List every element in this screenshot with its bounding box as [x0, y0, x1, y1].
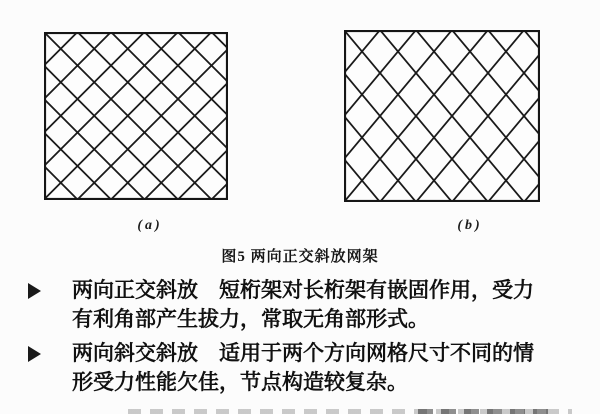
- bullet-line: 形受力性能欠佳，节点构造较复杂。: [72, 370, 408, 394]
- cutoff-text-fragment-dark: [418, 409, 556, 414]
- bullet-item: [26, 276, 592, 334]
- panel-b-label: (b): [457, 218, 483, 233]
- bullet-line: 两向正交斜放 短桁架对长桁架有嵌固作用，受力: [72, 278, 534, 302]
- arrowhead-right-icon: [28, 346, 41, 362]
- figure-caption: 图5 两向正交斜放网架: [221, 249, 379, 265]
- figure-panel-b: [344, 30, 540, 202]
- panel-a-label: (a): [137, 218, 163, 233]
- arrowhead-right-icon: [28, 283, 41, 299]
- orthogonal-lattice-drawing: [44, 32, 228, 200]
- oblique-lattice-drawing: [344, 30, 540, 202]
- bullet-line: 有利角部产生拔力，常取无角部形式。: [72, 307, 429, 331]
- bullet-list: [26, 276, 592, 402]
- bullet-item: [26, 339, 592, 397]
- figure-panel-a: [44, 32, 228, 200]
- bullet-line: 两向斜交斜放 适用于两个方向网格尺寸不同的情: [72, 341, 534, 365]
